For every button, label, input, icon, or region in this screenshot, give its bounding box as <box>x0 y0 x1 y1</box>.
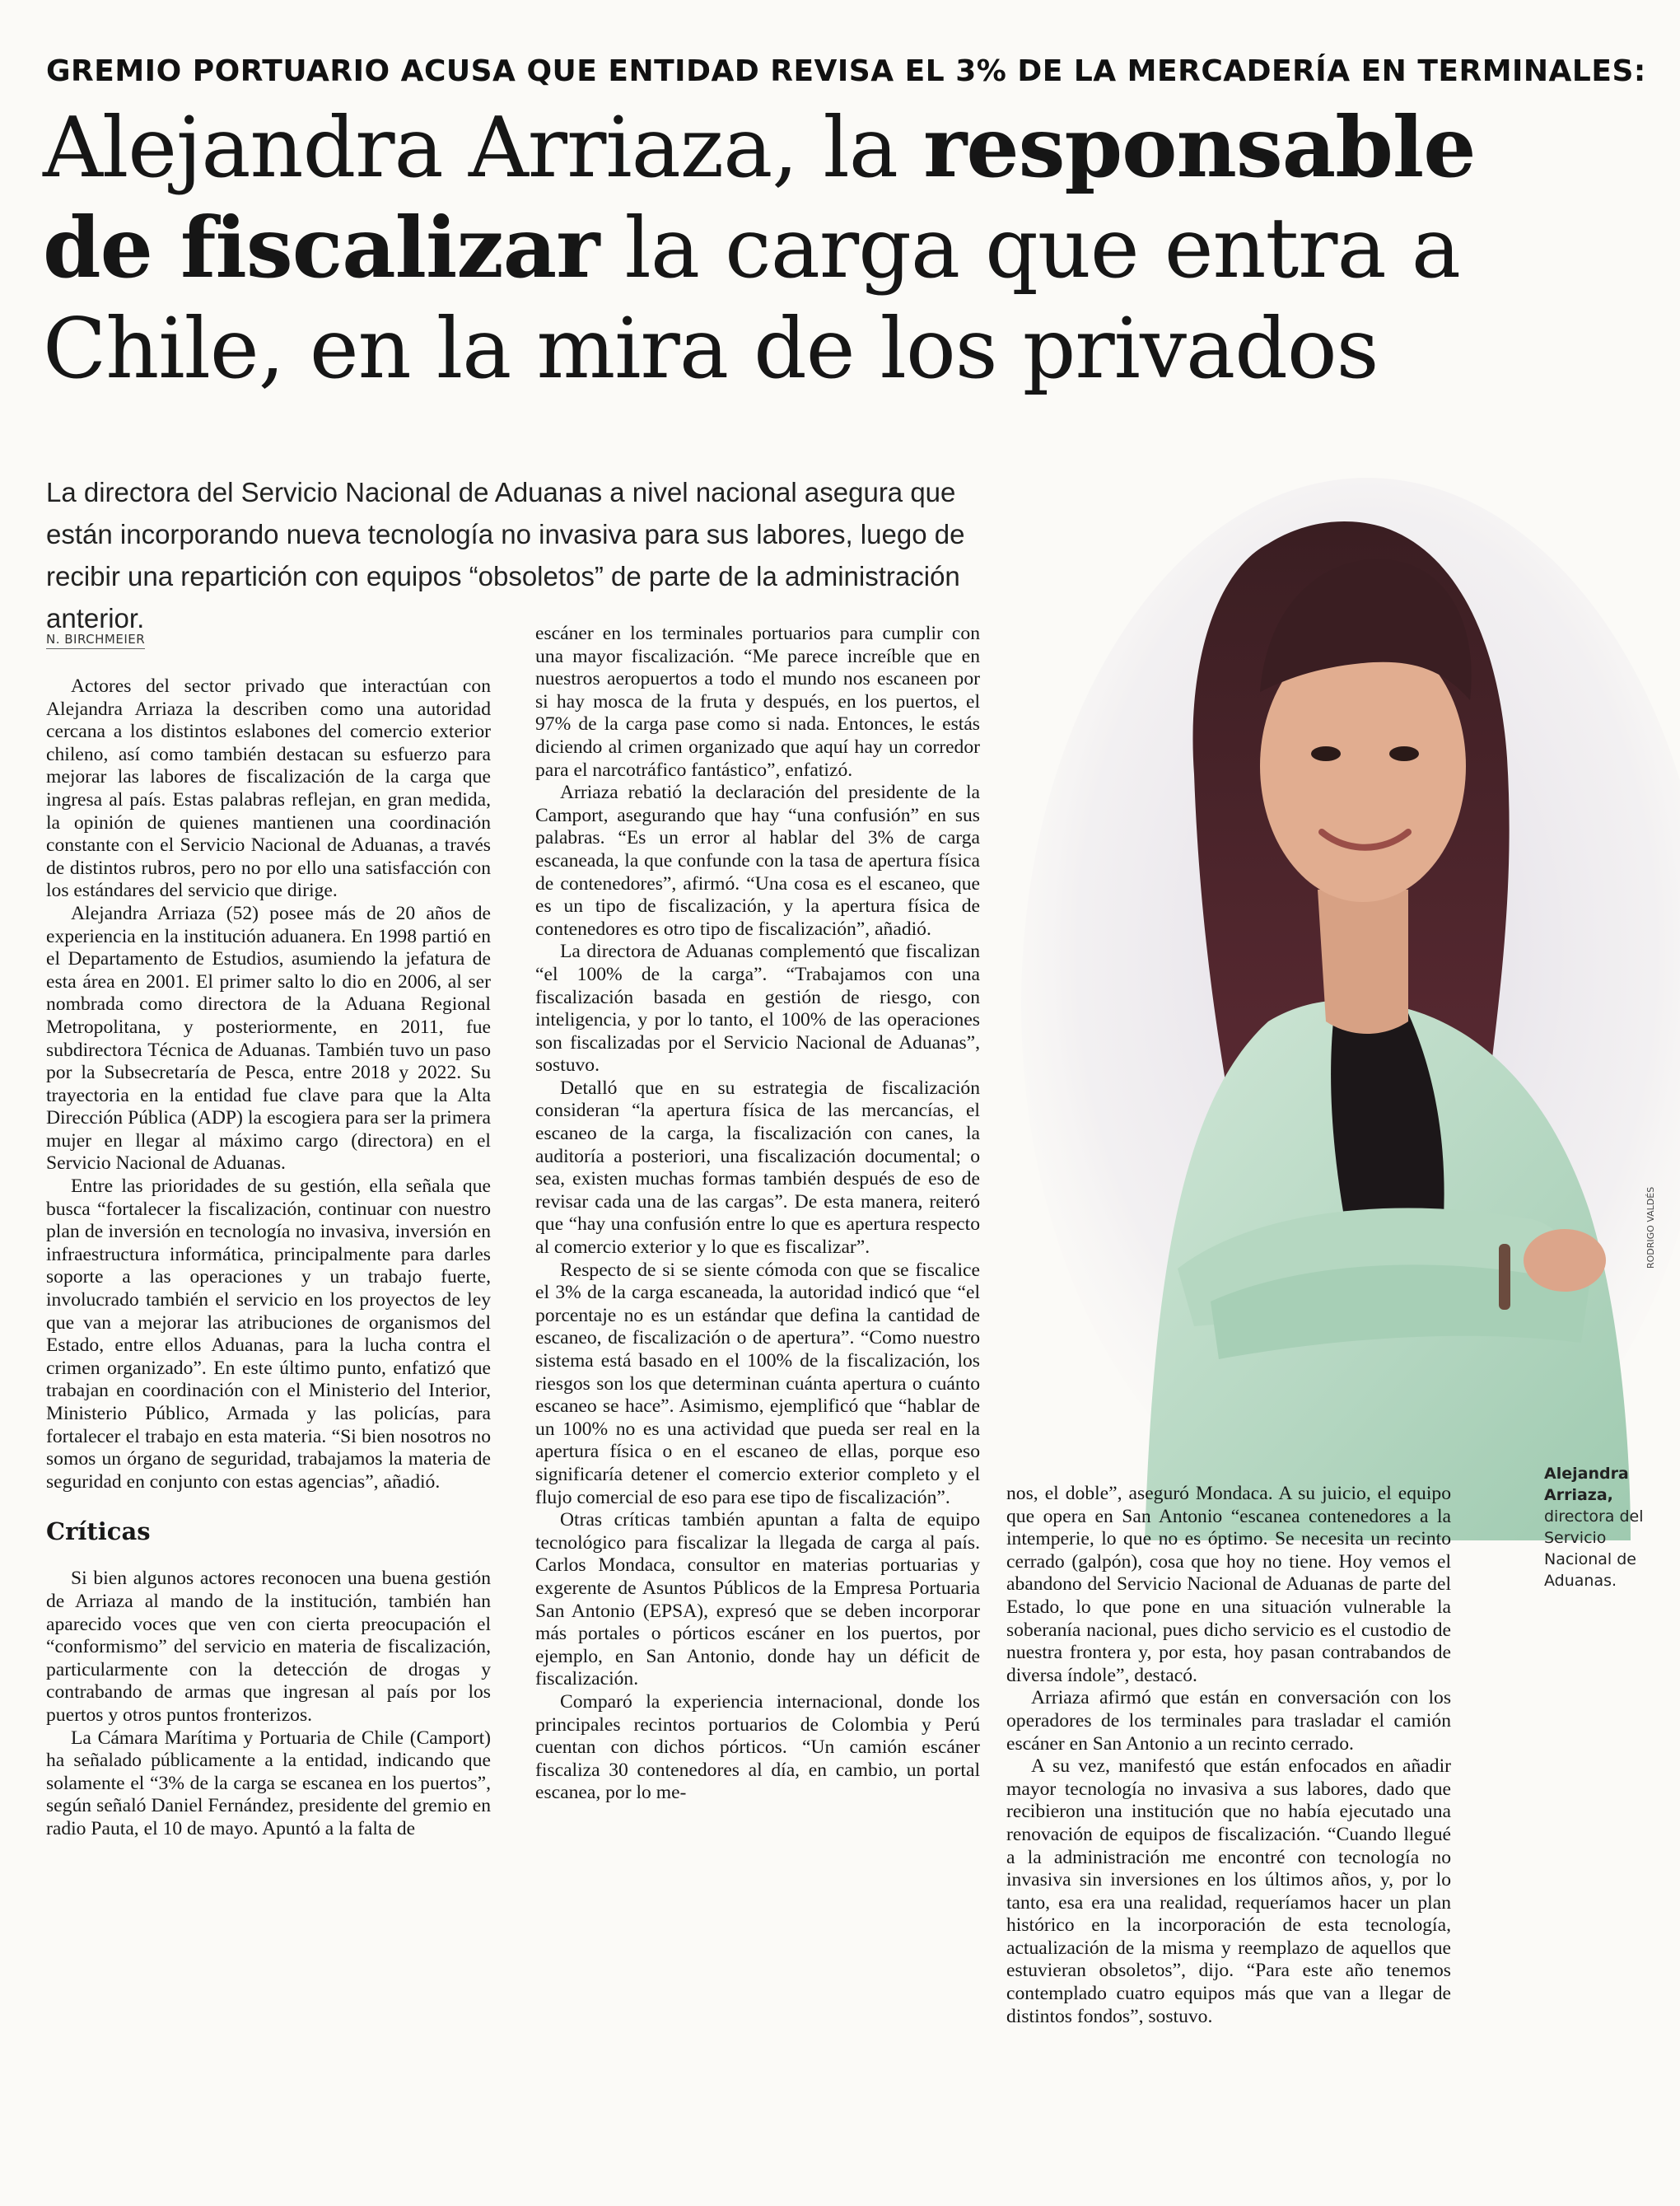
column-1 <box>46 675 491 1841</box>
kicker: GREMIO PORTUARIO ACUSA QUE ENTIDAD REVISA EL 3% DE LA MERCADERÍA EN TERMINALES: <box>46 54 1646 88</box>
col2-paragraph: escáner en los terminales portuarios para cumplir con una mayor fiscalización. “Me parece increíble que en nuestros aeropuertos a todo el mundo nos escaneen por si hay mosca de la fruta y después, en los puertos, el 97% de la carga pase como si nada. Entonces, le estás diciendo al crimen organizado que aquí hay un corredor para el narcotráfico fantástico”, enfatizó. <box>535 623 980 781</box>
column-3 <box>1006 1483 1451 2028</box>
col2-paragraph: Comparó la experiencia internacional, donde los principales recintos portuarios de Colombia y Perú cuentan con dichos pórticos. “Un camión escáner fiscaliza 30 contenedores al día, en cambio, un portal escanea, por lo me- <box>535 1690 980 1804</box>
col1-paragraph: Actores del sector privado que interactúan con Alejandra Arriaza la describen como una autoridad cercana a los distintos eslabones del comercio exterior chileno, así como también destacan su esfuerzo para mejorar las labores de fiscalización de la carga que ingresa al país. Estas palabras reflejan, en gran medida, la opinión de quienes mantienen una coordinación constante con el Servicio Nacional de Aduanas, a través de distintos rubros, pero no por ello una satisfacción con los estándares del servicio que dirige. <box>46 675 491 902</box>
col2-paragraph: Respecto de si se siente cómoda con que se fiscalice el 3% de la carga escaneada, la autoridad indicó que “el porcentaje no es un estándar que defina la cantidad de escaneo, de fiscalización o de apertura”. “Como nuestro sistema está basado en el 100% de la fiscalización, los riesgos son los que determinan cuánta apertura o cuánto escaneo se hace”. Asimismo, ejemplificó que “hablar de un 100% no es una actividad que pueda ser real en la apertura física o en el escaneo de ellas, porque eso significaría detener el comercio exterior completo y el flujo comercial de eso para ese tipo de fiscalización”. <box>535 1259 980 1508</box>
byline: N. BIRCHMEIER <box>46 632 145 649</box>
photo-credit: RODRIGO VALDÉS <box>1645 1186 1656 1269</box>
headline-part1: Alejandra Arriaza, la <box>43 99 924 196</box>
subhead-criticas: Críticas <box>46 1517 151 1546</box>
headline-bold2: de fiscalizar <box>43 199 600 297</box>
caption-text: directora del Servicio Nacional de Aduanas. <box>1544 1507 1644 1590</box>
deck: La directora del Servicio Nacional de Aduanas a nivel nacional asegura que están incorporando nueva tecnología no invasiva para sus labores, luego de recibir una repartición con equipos “obsoletos” de parte de la administración anterior. <box>46 477 965 633</box>
portrait-photo <box>1021 428 1680 1582</box>
col1-paragraph: Alejandra Arriaza (52) posee más de 20 años de experiencia en la institución aduanera. En 1998 partió en el Departamento de Estudios, asumiendo la jefatura de esta área en 2001. El primer salto lo dio en 2006, al ser nombrada como directora de la Aduana Regional Metropolitana, y posteriormente, en 2011, fue subdirectora Técnica de Aduanas. También tuvo un paso por la Subsecretaría de Pesca, entre 2018 y 2022. Su trayectoria en la entidad fue clave para que la Alta Dirección Pública (ADP) la escogiera para ser la primera mujer en llegar al máximo cargo (directora) en el Servicio Nacional de Aduanas. <box>46 902 491 1175</box>
col1-paragraph: Si bien algunos actores reconocen una buena gestión de Arriaza al mando de la institución, también han aparecido voces que ven con cierta preocupación el “conformismo” del servicio en materia de fiscalización, particularmente con la detección de drogas y contrabando de armas que ingresan al país por los puertos y otros puntos fronterizos. <box>46 1568 491 1726</box>
caption-name: Alejandra Arriaza, <box>1544 1465 1629 1504</box>
headline <box>43 97 1608 399</box>
headline-bold1: responsable <box>923 98 1476 196</box>
col2-paragraph: Detalló que en su estrategia de fiscalización consideran “la apertura física de las mercancías, el escaneo de la carga, la fiscalización con canes, la auditoría a posteriori, una fiscalización documental; o sea, existen muchas formas también después de eso de revisar cada una de las cargas”. De esta manera, reiteró que “hay una confusión entre lo que es apertura respecto al comercio exterior y lo que es fiscalizar”. <box>535 1077 980 1259</box>
photo-caption <box>1544 1463 1659 1591</box>
col3-paragraph: Arriaza afirmó que están en conversación con los operadores de los terminales para trasladar el camión escáner en San Antonio a un recinto cerrado. <box>1006 1687 1451 1755</box>
col3-paragraph: A su vez, manifestó que están enfocados en añadir mayor tecnología no invasiva a sus labores, dado que recibieron una institución que no había ejecutado una renovación de equipos de fiscalización. “Cuando llegué a la administración me encontré con tecnología no invasiva sin inversiones en los últimos años, y, por lo tanto, esa era una realidad, requeríamos hacer un plan histórico en la incorporación de esta tecnología, actualización de la misma y reemplazo de aquellos que estuvieran obsoletos”, dijo. “Para este año tenemos contemplado cuatro equipos más que van a llegar de distintos fondos”, sostuvo. <box>1006 1755 1451 2027</box>
column-2 <box>535 623 980 1805</box>
col2-paragraph: Arriaza rebatió la declaración del presidente de la Camport, asegurando que hay “una confusión” en sus palabras. “Es un error al hablar del 3% de carga escaneada, la que confunde con la tasa de apertura física de contenedores”, afirmó. “Una cosa es el escaneo, que es un tipo de fiscalización, y la apertura física de contenedores es otro tipo de fiscalización”, añadió. <box>535 782 980 940</box>
col2-paragraph: La directora de Aduanas complementó que fiscalizan “el 100% de la carga”. “Trabajamos con una fiscalización basada en gestión de riesgo, con inteligencia, y por lo tanto, el 100% de las operaciones son fiscalizadas por el Servicio Nacional de Aduanas”, sostuvo. <box>535 941 980 1077</box>
col3-paragraph: nos, el doble”, aseguró Mondaca. A su juicio, el equipo que opera en San Antonio “escanea contenedores a la intemperie, lo que no es óptimo. Se necesita un recinto cerrado (galpón), cosa que hoy no tiene. Hoy vemos el abandono del Servicio Nacional de Aduanas de parte del Estado, lo que pone en una situación vulnerable la soberanía nacional, pues dicho servicio es el custodio de nuestra frontera y, por esta, hoy pasan contrabandos de diversa índole”, destacó. <box>1006 1483 1451 1686</box>
col1-paragraph: Entre las prioridades de su gestión, ella señala que busca “fortalecer la fiscalización, continuar con nuestro plan de inversión en tecnología no invasiva, inversión en infraestructura informática, principalmente para darles soporte a las operaciones y un trabajo fuerte, involucrado también el servicio en los proyectos de ley que van a mejorar las atribuciones de organismos del Estado, entre ellos Aduanas, para la lucha contra el crimen organizado”. En este último punto, enfatizó que trabajan en coordinación con el Ministerio del Interior, Ministerio Público, Armada y las policías, para fortalecer el trabajo en esta materia. “Si bien nosotros no somos un órgano de seguridad, trabajamos la materia de seguridad en conjunto con estas agencias”, añadió. <box>46 1175 491 1493</box>
col1-paragraph: La Cámara Marítima y Portuaria de Chile (Camport) ha señalado públicamente a la entidad, indicando que solamente el “3% de la carga se escanea en los puertos”, según señaló Daniel Fernández, presidente del gremio en radio Pauta, el 10 de mayo. Apuntó a la falta de <box>46 1727 491 1839</box>
col2-paragraph: Otras críticas también apuntan a falta de equipo tecnológico para fiscalizar la llegada de carga al país. Carlos Mondaca, consultor en materias portuarias y exgerente de Asuntos Públicos de la Empresa Portuaria San Antonio (EPSA), expresó que se deben incorporar más portales o pórticos escáner en los puertos, por ejemplo, en San Antonio, donde hay un déficit de fiscalización. <box>535 1509 980 1690</box>
headline-part2: la carga que entra a Chile, en la mira de los privados <box>43 199 1460 397</box>
